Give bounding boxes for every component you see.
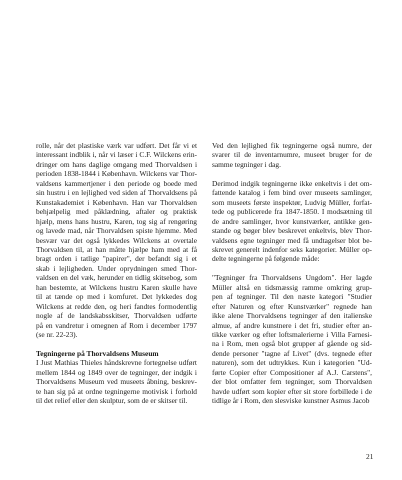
- left-column: [36, 141, 197, 406]
- text-line: hjælp, mens hans hustru, Karen, tog sig af rengøring: [36, 216, 197, 226]
- text-line: og lavede mad, når Thorvaldsen spiste hjemme. Med: [36, 226, 197, 236]
- text-line: besvær var det også lykkedes Wilckens at overtale: [36, 235, 197, 245]
- text-line: I Just Mathias Thieles håndskrevne fortegnelse udført: [36, 358, 197, 368]
- text-line: skab i lejligheden. Under oprydningen smed Thor-: [36, 263, 197, 273]
- right-paragraph-3: [212, 273, 372, 405]
- text-line: skrevet generelt indenfor seks kategorier. Müller op-: [212, 244, 372, 254]
- text-line: tikke værker og efter loftsmalerierne i Villa Farnesi-: [212, 330, 372, 340]
- text-line: dringer om hans daglige omgang med Thorvaldsen i: [36, 159, 197, 169]
- text-line: på en vandretur i omegnen af Rom i december 1797: [36, 320, 197, 330]
- text-line: perioden 1838-1844 i København. Wilckens var Thor-: [36, 169, 197, 179]
- text-line: stande og bøger blev beskrevet enkeltvis, blev Thor-: [212, 226, 372, 236]
- text-line: naturen), som det udtrykkes. Kun i kategorien "Ud-: [212, 358, 372, 368]
- text-line: behjælpelig med påklædning, aftaler og praktisk: [36, 207, 197, 217]
- text-line: til det relief eller den skulptur, som de er skitser til.: [36, 396, 188, 406]
- text-line: pen af tegninger. Til den næste kategori "Studier: [212, 292, 372, 302]
- text-line: fattende katalog i fem bind over museets samlinger,: [212, 188, 372, 198]
- text-line: delte tegningerne på følgende måde:: [212, 254, 320, 264]
- left-paragraph-1: [36, 141, 197, 340]
- text-line: han bestemte, at Wilckens hustru Karen skulle have: [36, 282, 197, 292]
- text-line: valdsens kammertjener i den periode og boede med: [36, 178, 197, 188]
- text-line: som museets første inspektør, Ludvig Müller, forfat-: [212, 197, 372, 207]
- paragraph-spacer: [212, 169, 372, 178]
- text-line: tede og publicerede fra 1847-1850. I modsætning til: [212, 207, 372, 217]
- text-line: Müller altså en tidsmæssig ramme omkring grup-: [212, 282, 372, 292]
- text-line: Kunstakademiet i København. Han var Thorvaldsen: [36, 197, 197, 207]
- paragraph-spacer: [212, 264, 372, 273]
- text-line: bragt orden i tatlige "papirer", der befandt sig i et: [36, 254, 197, 264]
- text-line: havde udført som kopier efter sit store forbillede i de: [212, 386, 372, 396]
- section-heading: Tegningerne på Thorvaldsens Museum: [36, 348, 159, 358]
- text-line: der blot omfatter fem tegninger, som Thorvaldsen: [212, 377, 372, 387]
- text-line: te han sig på at ordne tegningerne motivisk i forhold: [36, 386, 197, 396]
- text-line: (se nr. 22-23).: [36, 330, 78, 340]
- text-line: tidlige år i Rom, den slesviske kunstner Asmus Jacob: [212, 396, 370, 406]
- text-line: Thorvaldsen til, at han måtte hjælpe ham med at få: [36, 244, 197, 254]
- text-line: til at tænde op med i komfuret. Det lykkedes dog: [36, 292, 197, 302]
- text-line: Ved den lejlighed fik tegningerne også numre, der: [212, 141, 372, 150]
- text-line: Thorvaldsens Museum ved museets åbning, beskrev-: [36, 377, 197, 387]
- text-line: Derimod indgik tegningerne ikke enkeltvis i det om-: [212, 178, 372, 188]
- text-line: Wilckens at redde den, og heri fandtes formodentlig: [36, 301, 197, 311]
- page-number: 21: [366, 452, 374, 461]
- right-paragraph-1: [212, 141, 372, 169]
- text-line: sin hustru i en lejlighed ved siden af Thorvaldsens på: [36, 188, 197, 198]
- right-paragraph-2: [212, 179, 372, 264]
- text-line: ikke alene Thorvaldsens tegninger af den italienske: [212, 311, 372, 321]
- text-line: svarer til de inventarnumre, museet bruger for de: [212, 150, 372, 160]
- text-line: "Tegninger fra Thorvaldsens Ungdom". Her lagde: [212, 273, 372, 283]
- paragraph-spacer: [36, 340, 197, 349]
- text-line: nogle af de landskabsskitser, Thorvaldsen udførte: [36, 311, 197, 321]
- text-line: rolle, når det plastiske værk var udført. Det får vi et: [36, 141, 197, 150]
- text-line: efter Naturen og efter Kunstværker" regnede han: [212, 301, 372, 311]
- text-line: interessant indblik i, når vi læser i C.F. Wilckens erin-: [36, 150, 197, 160]
- right-column: [212, 141, 372, 406]
- text-line: na i Rom, men også blot grupper af gående og sid-: [212, 339, 372, 349]
- text-line: samme tegninger i dag.: [212, 159, 281, 169]
- text-line: mellem 1844 og 1849 over de tegninger, der indgik i: [36, 367, 197, 377]
- text-line: dende personer "tagne af Livet" (dvs. tegnede efter: [212, 348, 372, 358]
- text-line: valdsen en del væk, herunder en tidlig skitsebog, som: [36, 273, 197, 283]
- text-line: almue, af andre kunstnere i det fri, studier efter an-: [212, 320, 372, 330]
- left-paragraph-2: [36, 358, 197, 405]
- text-line: valdsens egne tegninger med få undtagelser blot be-: [212, 235, 372, 245]
- text-line: førte Copier efter Compositioner af A.J. Carstens",: [212, 367, 372, 377]
- text-line: de andre samlinger, hvor kunstværker, antikke gen-: [212, 216, 372, 226]
